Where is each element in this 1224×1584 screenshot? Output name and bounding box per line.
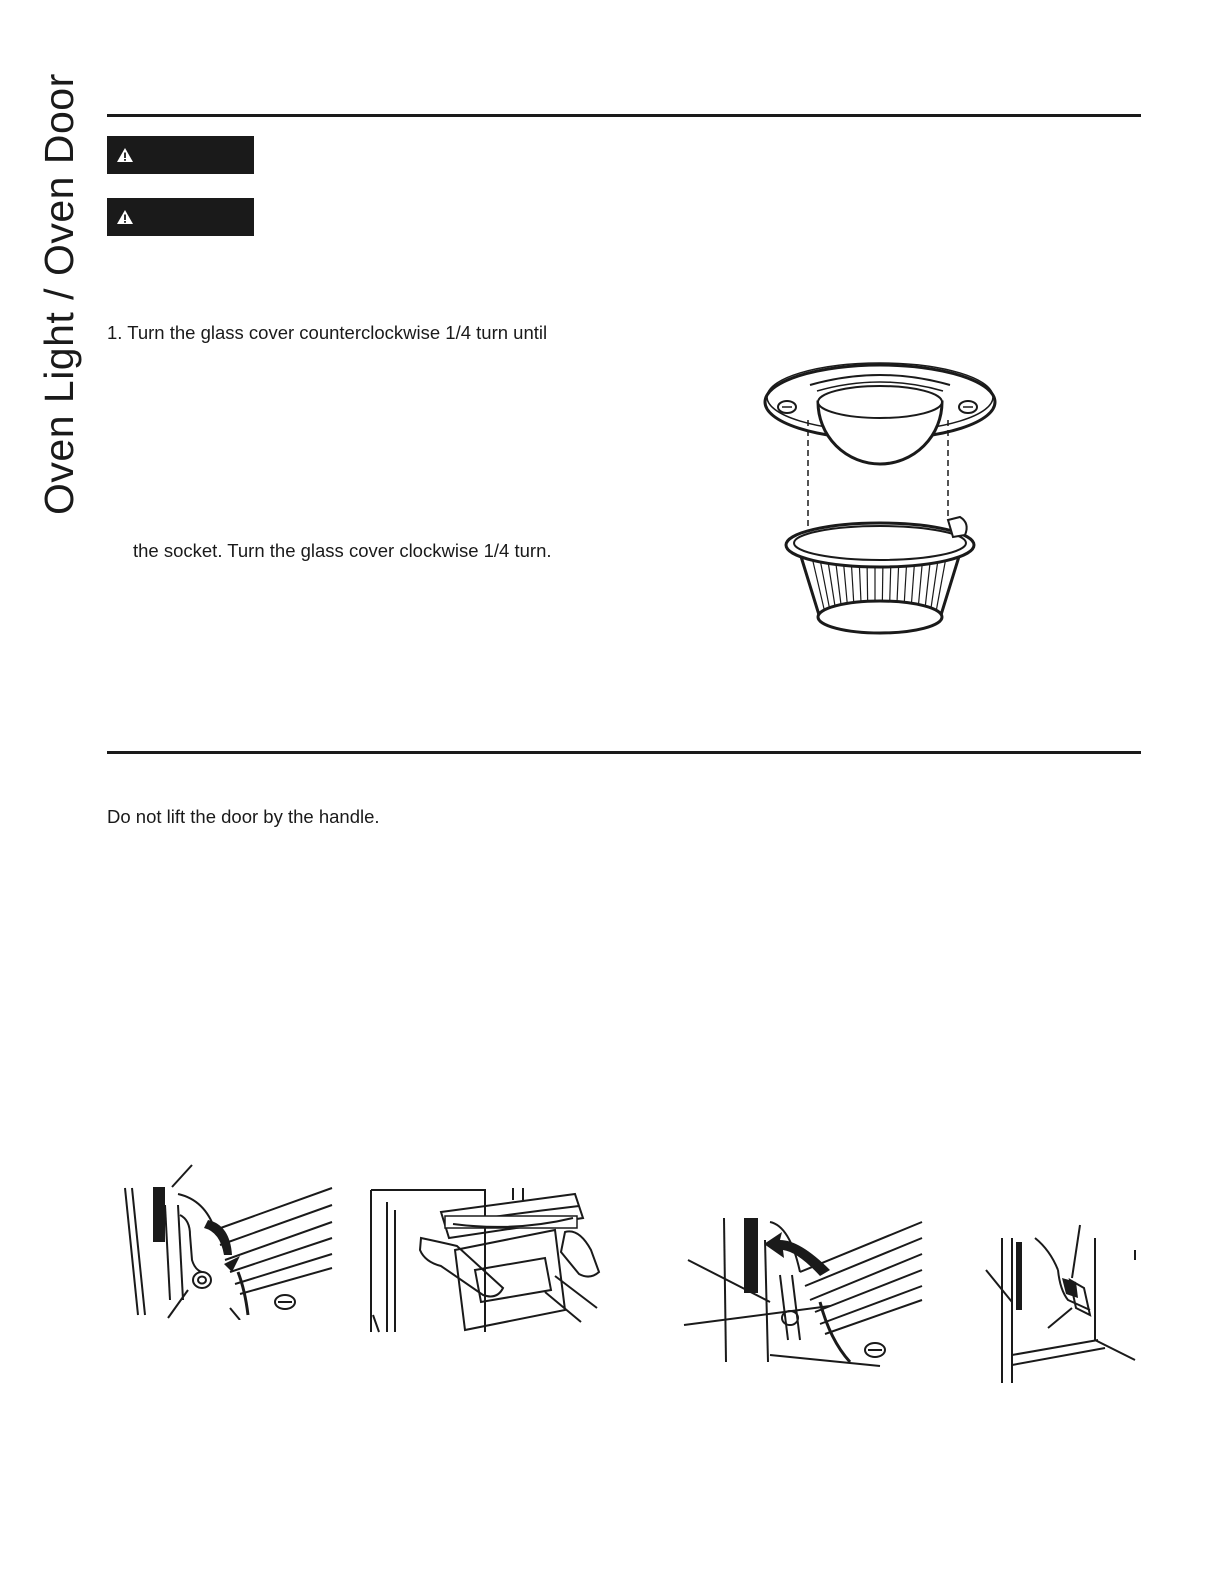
light-cover-illustration (755, 345, 1005, 640)
warning-label-2 (107, 198, 254, 236)
lift-door-illustration (365, 1180, 605, 1340)
section-divider-top (107, 114, 1141, 117)
section-side-title: Oven Light / Oven Door (36, 73, 82, 515)
hinge-latch-detail-illustration (980, 1220, 1140, 1390)
hinge-relock-illustration (680, 1210, 930, 1370)
hinge-lock-illustration (120, 1160, 340, 1320)
step-socket-text: the socket. Turn the glass cover clockwise 1/4 turn. (133, 540, 552, 561)
step-1-text: 1. Turn the glass cover counterclockwise 1/4 turn until (107, 322, 548, 343)
section-divider-bottom (107, 751, 1141, 754)
door-note-text: Do not lift the door by the handle. (107, 806, 380, 827)
warning-triangle-icon (116, 209, 134, 225)
warning-triangle-icon (116, 147, 134, 163)
warning-label-1 (107, 136, 254, 174)
